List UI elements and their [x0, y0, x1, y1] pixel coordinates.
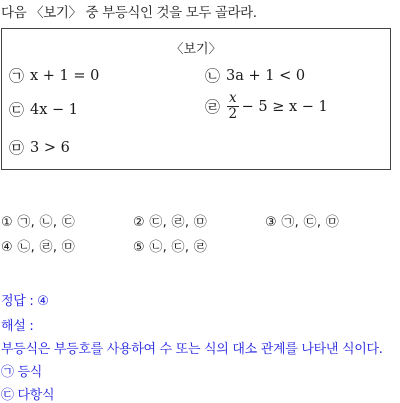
- question-text: 다음 〈보기〉 중 부등식인 것을 모두 골라라.: [1, 5, 257, 21]
- fraction-numerator: x: [229, 90, 237, 106]
- example-mark-2: ㉡: [205, 67, 221, 85]
- explanation-label: 해설 :: [1, 319, 34, 334]
- choice-5[interactable]: ⑤ ㉡, ㉢, ㉣: [133, 240, 208, 255]
- example-box: [1, 28, 391, 170]
- example-expr-4: − 5 ≥ x − 1: [241, 98, 328, 115]
- explanation-note-2: ㉢ 다항식: [1, 388, 55, 403]
- example-item-5: [9, 137, 70, 158]
- example-item-3: [9, 99, 78, 120]
- example-expr-2: 3a + 1 < 0: [226, 67, 306, 84]
- explanation-text: 부등식은 부등호를 사용하여 수 또는 식의 대소 관계를 나타낸 식이다.: [1, 342, 383, 357]
- example-expr-5: 3 > 6: [30, 139, 70, 156]
- example-mark-3: ㉢: [9, 101, 25, 119]
- choice-1[interactable]: ① ㉠, ㉡, ㉢: [1, 215, 76, 230]
- answer-text: 정답 : ④: [1, 294, 49, 309]
- example-expr-1: x + 1 = 0: [30, 67, 100, 84]
- fraction: [227, 91, 239, 122]
- example-item-2: [205, 65, 305, 86]
- fraction-denominator: 2: [228, 106, 238, 122]
- choice-2[interactable]: ② ㉢, ㉣, ㉤: [133, 215, 208, 230]
- example-item-1: [9, 65, 99, 86]
- explanation-note-1: ㉠ 등식: [1, 365, 43, 380]
- choice-3[interactable]: ③ ㉠, ㉢, ㉤: [265, 215, 340, 230]
- choice-4[interactable]: ④ ㉡, ㉣, ㉤: [1, 240, 76, 255]
- example-expr-3: 4x − 1: [30, 101, 79, 118]
- example-mark-5: ㉤: [9, 139, 25, 157]
- example-mark-1: ㉠: [9, 67, 25, 85]
- example-item-4: [205, 91, 328, 122]
- example-box-title: 〈보기〉: [170, 42, 222, 57]
- example-mark-4: ㉣: [205, 98, 221, 116]
